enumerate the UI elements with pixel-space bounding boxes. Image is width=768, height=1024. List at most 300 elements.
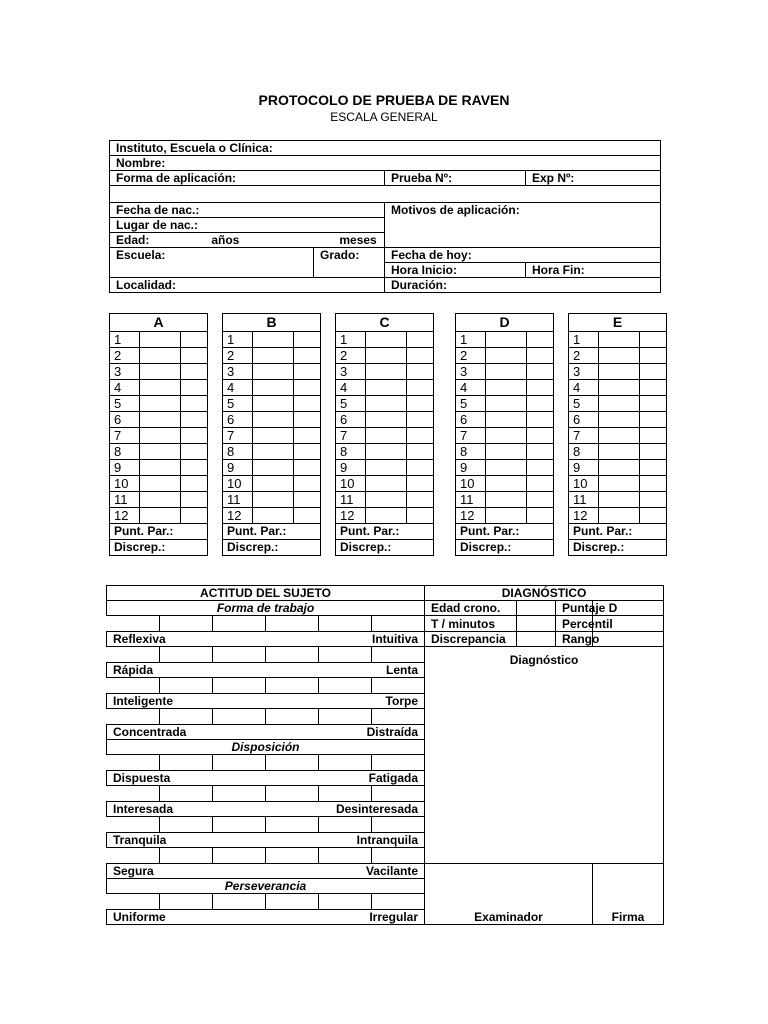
score-cell[interactable] — [294, 476, 321, 492]
score-cell[interactable] — [640, 476, 667, 492]
answer-cell[interactable] — [486, 332, 527, 348]
answer-cell[interactable] — [486, 348, 527, 364]
discrep-field[interactable]: Discrep.: — [110, 540, 208, 556]
punt-par-field[interactable]: Punt. Par.: — [336, 524, 434, 540]
score-cell[interactable] — [181, 444, 208, 460]
attitude-right-label: Intuitiva — [266, 632, 425, 647]
attitude-left-label: Reflexiva — [107, 632, 266, 647]
attitude-diagnostic-table — [106, 585, 664, 925]
edad-field[interactable] — [110, 233, 385, 248]
series-item-row — [110, 396, 208, 412]
rating-cell[interactable] — [319, 755, 372, 771]
item-number: 10 — [336, 476, 366, 492]
series-item-row — [456, 412, 554, 428]
answer-cell[interactable] — [366, 492, 407, 508]
answer-cell[interactable] — [253, 428, 294, 444]
edad-crono-label: Edad crono. — [425, 601, 517, 616]
answer-cell[interactable] — [253, 412, 294, 428]
series-item-row — [569, 332, 667, 348]
score-cell[interactable] — [407, 412, 434, 428]
score-cell[interactable] — [640, 444, 667, 460]
item-number: 8 — [336, 444, 366, 460]
rango-value[interactable] — [593, 632, 664, 647]
meses-label: meses — [339, 233, 377, 247]
item-number: 1 — [110, 332, 140, 348]
answer-cell[interactable] — [486, 380, 527, 396]
score-cell[interactable] — [407, 380, 434, 396]
rating-cell[interactable] — [160, 647, 213, 663]
attitude-right-label: Vacilante — [266, 864, 425, 879]
answer-cell[interactable] — [486, 460, 527, 476]
rating-cell[interactable] — [266, 894, 319, 910]
rating-cell[interactable] — [319, 894, 372, 910]
score-cell[interactable] — [181, 332, 208, 348]
score-cell[interactable] — [527, 508, 554, 524]
answer-cell[interactable] — [140, 380, 181, 396]
answer-cell[interactable] — [486, 508, 527, 524]
nombre-field[interactable]: Nombre: — [110, 156, 661, 171]
escuela-field[interactable]: Escuela: — [110, 248, 314, 278]
grado-field[interactable]: Grado: — [314, 248, 385, 278]
rating-cell[interactable] — [107, 817, 160, 833]
score-cell[interactable] — [527, 444, 554, 460]
rating-cell[interactable] — [107, 616, 160, 632]
rating-cell[interactable] — [372, 755, 425, 771]
item-number: 12 — [456, 508, 486, 524]
exp-no-field[interactable]: Exp Nº: — [526, 171, 661, 186]
answer-cell[interactable] — [366, 348, 407, 364]
series-item-row — [569, 348, 667, 364]
item-number: 5 — [456, 396, 486, 412]
series-header: D — [456, 314, 554, 332]
score-cell[interactable] — [527, 332, 554, 348]
answer-cell[interactable] — [140, 396, 181, 412]
answer-cell[interactable] — [140, 428, 181, 444]
hora-fin-field[interactable]: Hora Fin: — [526, 263, 661, 278]
score-cell[interactable] — [527, 412, 554, 428]
answer-cell[interactable] — [253, 444, 294, 460]
item-number: 1 — [336, 332, 366, 348]
rating-cell[interactable] — [266, 647, 319, 663]
punt-par-field[interactable]: Punt. Par.: — [456, 524, 554, 540]
item-number: 11 — [110, 492, 140, 508]
rating-cell[interactable] — [372, 848, 425, 864]
score-cell[interactable] — [181, 476, 208, 492]
answer-cell[interactable] — [599, 460, 640, 476]
score-cell[interactable] — [640, 492, 667, 508]
answer-cell[interactable] — [486, 428, 527, 444]
series-item-row — [110, 428, 208, 444]
rating-cell[interactable] — [160, 848, 213, 864]
score-cell[interactable] — [181, 428, 208, 444]
series-table-d — [455, 313, 554, 556]
forma-aplicacion-field[interactable]: Forma de aplicación: — [110, 171, 385, 186]
rating-cell[interactable] — [319, 817, 372, 833]
series-item-row — [456, 428, 554, 444]
score-cell[interactable] — [407, 492, 434, 508]
item-number: 10 — [223, 476, 253, 492]
answer-cell[interactable] — [599, 444, 640, 460]
answer-cell[interactable] — [599, 508, 640, 524]
rating-cell[interactable] — [213, 817, 266, 833]
score-cell[interactable] — [294, 332, 321, 348]
series-item-row — [223, 412, 321, 428]
answer-cell[interactable] — [140, 412, 181, 428]
rating-cell[interactable] — [319, 709, 372, 725]
answer-cell[interactable] — [140, 460, 181, 476]
answer-cell[interactable] — [253, 332, 294, 348]
series-header: A — [110, 314, 208, 332]
score-cell[interactable] — [527, 460, 554, 476]
instituto-field[interactable]: Instituto, Escuela o Clínica: — [110, 141, 661, 156]
diagnostico-title: DIAGNÓSTICO — [425, 586, 664, 601]
score-cell[interactable] — [640, 460, 667, 476]
series-item-row — [456, 348, 554, 364]
answer-cell[interactable] — [599, 396, 640, 412]
rating-cell[interactable] — [266, 709, 319, 725]
answer-cell[interactable] — [366, 460, 407, 476]
lugar-nac-field[interactable]: Lugar de nac.: — [110, 218, 385, 233]
series-item-row — [223, 364, 321, 380]
series-item-row — [336, 396, 434, 412]
series-item-row — [569, 364, 667, 380]
score-cell[interactable] — [294, 348, 321, 364]
series-item-row — [336, 332, 434, 348]
answer-cell[interactable] — [599, 364, 640, 380]
t-minutos-value[interactable] — [517, 616, 556, 632]
item-number: 12 — [569, 508, 599, 524]
item-number: 2 — [456, 348, 486, 364]
rating-cell[interactable] — [213, 678, 266, 694]
rating-cell[interactable] — [372, 616, 425, 632]
attitude-right-label: Intranquila — [266, 833, 425, 848]
series-table-c — [335, 313, 434, 556]
attitude-left-label: Interesada — [107, 802, 266, 817]
fecha-hoy-field[interactable]: Fecha de hoy: — [385, 248, 661, 263]
rating-cell[interactable] — [160, 616, 213, 632]
score-cell[interactable] — [181, 380, 208, 396]
series-item-row — [456, 444, 554, 460]
answer-cell[interactable] — [486, 476, 527, 492]
rating-cell[interactable] — [372, 678, 425, 694]
forma-trabajo-heading: Forma de trabajo — [107, 601, 425, 616]
rating-cell[interactable] — [107, 709, 160, 725]
punt-par-field[interactable]: Punt. Par.: — [223, 524, 321, 540]
answer-cell[interactable] — [140, 492, 181, 508]
score-cell[interactable] — [294, 412, 321, 428]
answer-cell[interactable] — [599, 428, 640, 444]
answer-cell[interactable] — [140, 364, 181, 380]
item-number: 10 — [456, 476, 486, 492]
score-cell[interactable] — [181, 412, 208, 428]
item-number: 7 — [223, 428, 253, 444]
rating-cell[interactable] — [266, 616, 319, 632]
answer-cell[interactable] — [140, 332, 181, 348]
answer-cell[interactable] — [253, 476, 294, 492]
rating-cell[interactable] — [107, 786, 160, 802]
score-cell[interactable] — [407, 364, 434, 380]
answer-cell[interactable] — [253, 396, 294, 412]
rating-cell[interactable] — [372, 786, 425, 802]
item-number: 1 — [223, 332, 253, 348]
series-item-row — [110, 492, 208, 508]
series-item-row — [223, 428, 321, 444]
answer-cell[interactable] — [253, 364, 294, 380]
answer-cell[interactable] — [599, 412, 640, 428]
score-cell[interactable] — [181, 364, 208, 380]
answer-cell[interactable] — [366, 508, 407, 524]
rating-cell[interactable] — [160, 817, 213, 833]
series-item-row — [569, 476, 667, 492]
item-number: 8 — [223, 444, 253, 460]
series-item-row — [456, 492, 554, 508]
perseverancia-heading: Perseverancia — [107, 879, 425, 894]
rating-cell[interactable] — [266, 817, 319, 833]
item-number: 5 — [569, 396, 599, 412]
series-item-row — [223, 348, 321, 364]
score-cell[interactable] — [527, 348, 554, 364]
item-number: 10 — [569, 476, 599, 492]
item-number: 2 — [569, 348, 599, 364]
score-cell[interactable] — [294, 396, 321, 412]
score-cell[interactable] — [527, 364, 554, 380]
series-header: B — [223, 314, 321, 332]
answer-cell[interactable] — [366, 396, 407, 412]
series-item-row — [456, 396, 554, 412]
score-cell[interactable] — [527, 428, 554, 444]
punt-par-field[interactable]: Punt. Par.: — [110, 524, 208, 540]
answer-cell[interactable] — [253, 460, 294, 476]
answer-cell[interactable] — [486, 444, 527, 460]
diagnostico-label: Diagnóstico — [509, 653, 579, 667]
score-cell[interactable] — [640, 396, 667, 412]
series-item-row — [336, 380, 434, 396]
motivos-field[interactable]: Motivos de aplicación: — [385, 203, 661, 248]
duracion-field[interactable]: Duración: — [385, 278, 661, 293]
series-item-row — [569, 508, 667, 524]
score-cell[interactable] — [407, 476, 434, 492]
attitude-right-label: Desinteresada — [266, 802, 425, 817]
discrepancia-value[interactable] — [517, 632, 556, 647]
answer-cell[interactable] — [366, 332, 407, 348]
rating-cell[interactable] — [107, 678, 160, 694]
score-cell[interactable] — [407, 348, 434, 364]
rating-cell[interactable] — [319, 647, 372, 663]
item-number: 3 — [223, 364, 253, 380]
rating-cell[interactable] — [319, 786, 372, 802]
item-number: 6 — [223, 412, 253, 428]
answer-cell[interactable] — [366, 380, 407, 396]
answer-cell[interactable] — [599, 380, 640, 396]
rating-cell[interactable] — [107, 848, 160, 864]
attitude-right-label: Torpe — [266, 694, 425, 709]
answer-cell[interactable] — [599, 348, 640, 364]
series-item-row — [110, 364, 208, 380]
score-cell[interactable] — [640, 332, 667, 348]
blank-row — [110, 186, 661, 203]
rating-cell[interactable] — [160, 678, 213, 694]
series-item-row — [569, 412, 667, 428]
answer-cell[interactable] — [366, 428, 407, 444]
item-number: 2 — [110, 348, 140, 364]
score-cell[interactable] — [407, 444, 434, 460]
rating-cell[interactable] — [160, 894, 213, 910]
item-number: 4 — [456, 380, 486, 396]
score-cell[interactable] — [181, 492, 208, 508]
firma-sign-area[interactable] — [593, 864, 664, 910]
series-item-row — [336, 364, 434, 380]
rating-cell[interactable] — [160, 755, 213, 771]
score-cell[interactable] — [407, 508, 434, 524]
prueba-no-field[interactable]: Prueba Nº: — [385, 171, 526, 186]
rating-cell[interactable] — [107, 647, 160, 663]
rating-cell[interactable] — [319, 616, 372, 632]
score-cell[interactable] — [527, 396, 554, 412]
score-cell[interactable] — [527, 492, 554, 508]
score-cell[interactable] — [640, 364, 667, 380]
answer-cell[interactable] — [486, 492, 527, 508]
score-cell[interactable] — [407, 396, 434, 412]
answer-cell[interactable] — [366, 412, 407, 428]
score-cell[interactable] — [294, 460, 321, 476]
rating-cell[interactable] — [266, 786, 319, 802]
answer-cell[interactable] — [486, 412, 527, 428]
series-item-row — [223, 332, 321, 348]
rating-cell[interactable] — [213, 755, 266, 771]
localidad-field[interactable]: Localidad: — [110, 278, 385, 293]
discrep-field[interactable]: Discrep.: — [569, 540, 667, 556]
discrep-field[interactable]: Discrep.: — [336, 540, 434, 556]
score-cell[interactable] — [181, 348, 208, 364]
score-cell[interactable] — [527, 476, 554, 492]
series-item-row — [223, 492, 321, 508]
score-cell[interactable] — [294, 444, 321, 460]
attitude-right-label: Distraída — [266, 725, 425, 740]
score-cell[interactable] — [294, 380, 321, 396]
item-number: 9 — [223, 460, 253, 476]
item-number: 9 — [569, 460, 599, 476]
answer-cell[interactable] — [366, 444, 407, 460]
discrep-field[interactable]: Discrep.: — [456, 540, 554, 556]
score-cell[interactable] — [640, 428, 667, 444]
series-item-row — [456, 460, 554, 476]
series-item-row — [223, 380, 321, 396]
item-number: 11 — [456, 492, 486, 508]
score-cell[interactable] — [640, 508, 667, 524]
rating-cell[interactable] — [266, 678, 319, 694]
score-cell[interactable] — [181, 396, 208, 412]
item-number: 12 — [223, 508, 253, 524]
rating-cell[interactable] — [213, 786, 266, 802]
score-cell[interactable] — [294, 428, 321, 444]
answer-cell[interactable] — [486, 396, 527, 412]
item-number: 6 — [110, 412, 140, 428]
score-cell[interactable] — [407, 428, 434, 444]
series-item-row — [456, 364, 554, 380]
examinador-sign-area[interactable] — [425, 864, 593, 910]
punt-par-field[interactable]: Punt. Par.: — [569, 524, 667, 540]
score-cell[interactable] — [407, 332, 434, 348]
score-cell[interactable] — [294, 492, 321, 508]
answer-cell[interactable] — [486, 364, 527, 380]
answer-cell[interactable] — [253, 492, 294, 508]
rating-cell[interactable] — [266, 755, 319, 771]
discrep-field[interactable]: Discrep.: — [223, 540, 321, 556]
answer-cell[interactable] — [253, 380, 294, 396]
examinador-label: Examinador — [425, 910, 593, 925]
score-cell[interactable] — [640, 380, 667, 396]
answer-cell[interactable] — [140, 476, 181, 492]
item-number: 6 — [336, 412, 366, 428]
series-item-row — [223, 476, 321, 492]
score-cell[interactable] — [294, 508, 321, 524]
series-item-row — [223, 444, 321, 460]
rating-cell[interactable] — [213, 616, 266, 632]
series-item-row — [223, 460, 321, 476]
series-item-row — [336, 444, 434, 460]
rating-cell[interactable] — [213, 848, 266, 864]
fecha-nac-field[interactable]: Fecha de nac.: — [110, 203, 385, 218]
edad-label: Edad: — [116, 233, 150, 247]
rating-cell[interactable] — [160, 709, 213, 725]
hora-inicio-field[interactable]: Hora Inicio: — [385, 263, 526, 278]
item-number: 5 — [223, 396, 253, 412]
item-number: 3 — [110, 364, 140, 380]
actitud-title: ACTITUD DEL SUJETO — [107, 586, 425, 601]
answer-cell[interactable] — [599, 492, 640, 508]
rating-cell[interactable] — [319, 678, 372, 694]
rating-cell[interactable] — [107, 755, 160, 771]
item-number: 5 — [336, 396, 366, 412]
firma-label: Firma — [593, 910, 664, 925]
score-cell[interactable] — [640, 412, 667, 428]
series-table-e — [568, 313, 667, 556]
score-cell[interactable] — [181, 460, 208, 476]
score-cell[interactable] — [294, 364, 321, 380]
rating-cell[interactable] — [319, 848, 372, 864]
rating-cell[interactable] — [266, 848, 319, 864]
rating-cell[interactable] — [107, 894, 160, 910]
score-cell[interactable] — [640, 348, 667, 364]
answer-cell[interactable] — [140, 348, 181, 364]
score-cell[interactable] — [407, 460, 434, 476]
answer-cell[interactable] — [366, 476, 407, 492]
answer-cell[interactable] — [253, 348, 294, 364]
rating-cell[interactable] — [213, 709, 266, 725]
answer-cell[interactable] — [253, 508, 294, 524]
answer-cell[interactable] — [599, 476, 640, 492]
rating-cell[interactable] — [372, 817, 425, 833]
discrepancia-label: Discrepancia — [425, 632, 517, 647]
answer-cell[interactable] — [140, 508, 181, 524]
rating-cell[interactable] — [372, 709, 425, 725]
rating-cell[interactable] — [213, 647, 266, 663]
series-item-row — [110, 332, 208, 348]
score-cell[interactable] — [181, 508, 208, 524]
rating-cell[interactable] — [160, 786, 213, 802]
rating-cell[interactable] — [372, 894, 425, 910]
diagnostico-area[interactable] — [425, 647, 664, 864]
series-item-row — [336, 508, 434, 524]
rating-cell[interactable] — [213, 894, 266, 910]
rating-cell[interactable] — [372, 647, 425, 663]
series-item-row — [336, 476, 434, 492]
answer-cell[interactable] — [599, 332, 640, 348]
edad-crono-value[interactable] — [517, 601, 556, 616]
answer-cell[interactable] — [366, 364, 407, 380]
score-cell[interactable] — [527, 380, 554, 396]
answer-cell[interactable] — [140, 444, 181, 460]
